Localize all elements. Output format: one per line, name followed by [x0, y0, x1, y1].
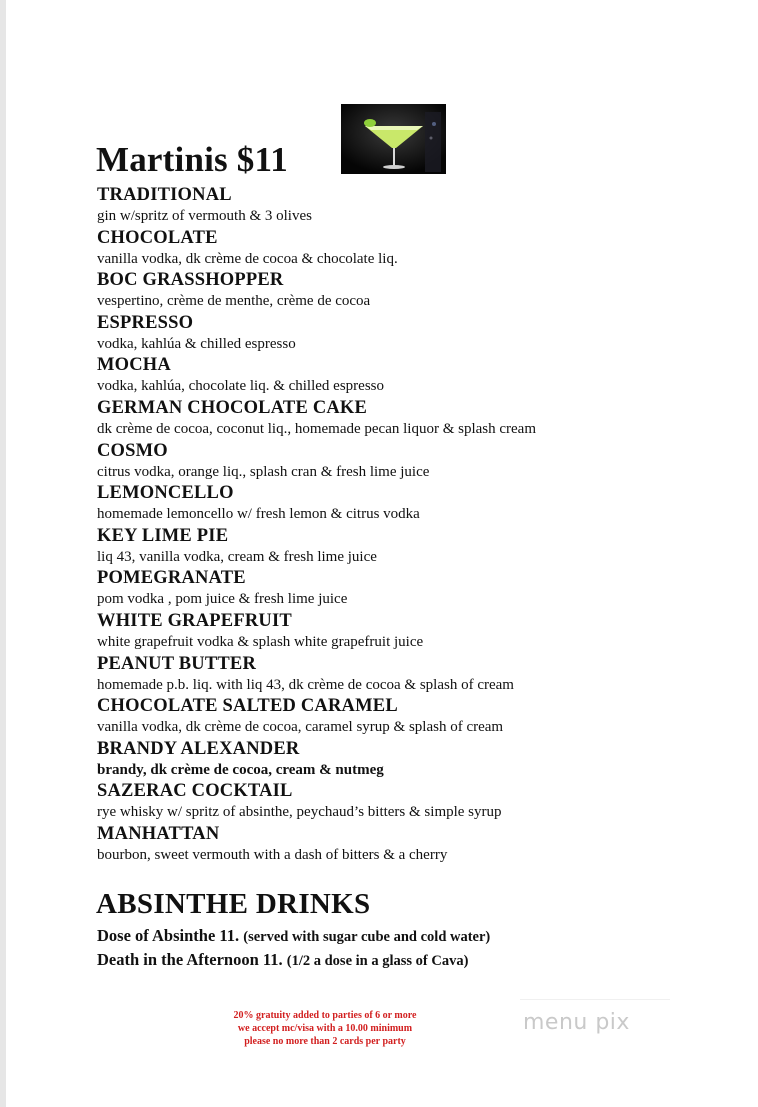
footer-gratuity: 20% gratuity added to parties of 6 or more: [233, 1010, 417, 1021]
menu-item-name: CHOCOLATE: [97, 227, 218, 248]
menu-item-name: WHITE GRAPEFRUIT: [97, 610, 292, 631]
menu-item-name: BRANDY ALEXANDER: [97, 738, 300, 759]
menu-item-name: PEANUT BUTTER: [97, 653, 257, 674]
absinthe-item: [97, 925, 490, 949]
menu-item-name: TRADITIONAL: [97, 185, 232, 205]
menu-item-desc: white grapefruit vodka & splash white grapefruit juice: [97, 633, 424, 650]
menu-item-name: CHOCOLATE SALTED CARAMEL: [97, 696, 398, 717]
menu-item-desc: gin w/spritz of vermouth & 3 olives: [97, 208, 312, 224]
menu-item-desc: dk crème de cocoa, coconut liq., homemade pecan liquor & splash cream: [97, 420, 536, 437]
absinthe-item-note: (1/2 a dose in a glass of Cava): [286, 952, 469, 969]
footer-notice: [180, 1009, 470, 1048]
watermark-logo: menu pix: [523, 1010, 630, 1035]
menu-item-name: MANHATTAN: [97, 823, 220, 844]
menu-item-desc: vanilla vodka, dk crème de cocoa, caramel syrup & splash of cream: [97, 719, 504, 736]
menu-item-desc: rye whisky w/ spritz of absinthe, peychaud’s bitters & simple syrup: [97, 804, 502, 821]
absinthe-item-name: Dose of Absinthe 11.: [97, 926, 240, 945]
menu-item-desc: brandy, dk crème de cocoa, cream & nutmeg: [97, 761, 384, 778]
menu-item-desc: pom vodka , pom juice & fresh lime juice: [97, 591, 348, 608]
menu-item-name: SAZERAC COCKTAIL: [97, 781, 293, 802]
absinthe-section-title: ABSINTHE DRINKS: [96, 888, 371, 920]
watermark-divider: [520, 999, 670, 1000]
absinthe-item: [97, 949, 490, 973]
menu-item-name: GERMAN CHOCOLATE CAKE: [97, 397, 368, 418]
menu-item-desc: vanilla vodka, dk crème de cocoa & chocolate liq.: [97, 250, 398, 267]
footer-cards: we accept mc/visa with a 10.00 minimum: [237, 1023, 413, 1034]
menu-item-desc: liq 43, vanilla vodka, cream & fresh lime juice: [97, 548, 377, 565]
menu-item-name: ESPRESSO: [97, 312, 194, 333]
martini-photo: [341, 104, 446, 174]
menu-item-name: KEY LIME PIE: [97, 525, 229, 546]
footer-limit: please no more than 2 cards per party: [244, 1036, 406, 1047]
menu-item-desc: vodka, kahlúa, chocolate liq. & chilled espresso: [97, 378, 384, 395]
martini-glass-icon: [341, 104, 446, 174]
menu-item-desc: homemade lemoncello w/ fresh lemon & citrus vodka: [97, 506, 420, 523]
menu-item-desc: bourbon, sweet vermouth with a dash of bitters & a cherry: [97, 846, 448, 863]
martini-menu: [97, 184, 697, 866]
menu-item-desc: homemade p.b. liq. with liq 43, dk crème de cocoa & splash of cream: [97, 676, 514, 693]
menu-item-name: MOCHA: [97, 355, 171, 376]
absinthe-item-name: Death in the Afternoon 11.: [97, 949, 283, 969]
absinthe-item-note: (served with sugar cube and cold water): [243, 929, 491, 945]
menu-item-desc: vespertino, crème de menthe, crème de cocoa: [97, 293, 371, 310]
menu-item-name: COSMO: [97, 440, 168, 461]
menu-item-name: POMEGRANATE: [97, 568, 246, 589]
menu-item-name: BOC GRASSHOPPER: [97, 270, 284, 291]
page-title: Martinis $11: [96, 140, 288, 179]
absinthe-list: [97, 925, 490, 972]
page-left-edge: [0, 0, 6, 1107]
menu-item-desc: vodka, kahlúa & chilled espresso: [97, 335, 296, 352]
menu-item-desc: citrus vodka, orange liq., splash cran & fresh lime juice: [97, 463, 430, 480]
menu-item-name: LEMONCELLO: [97, 483, 234, 504]
